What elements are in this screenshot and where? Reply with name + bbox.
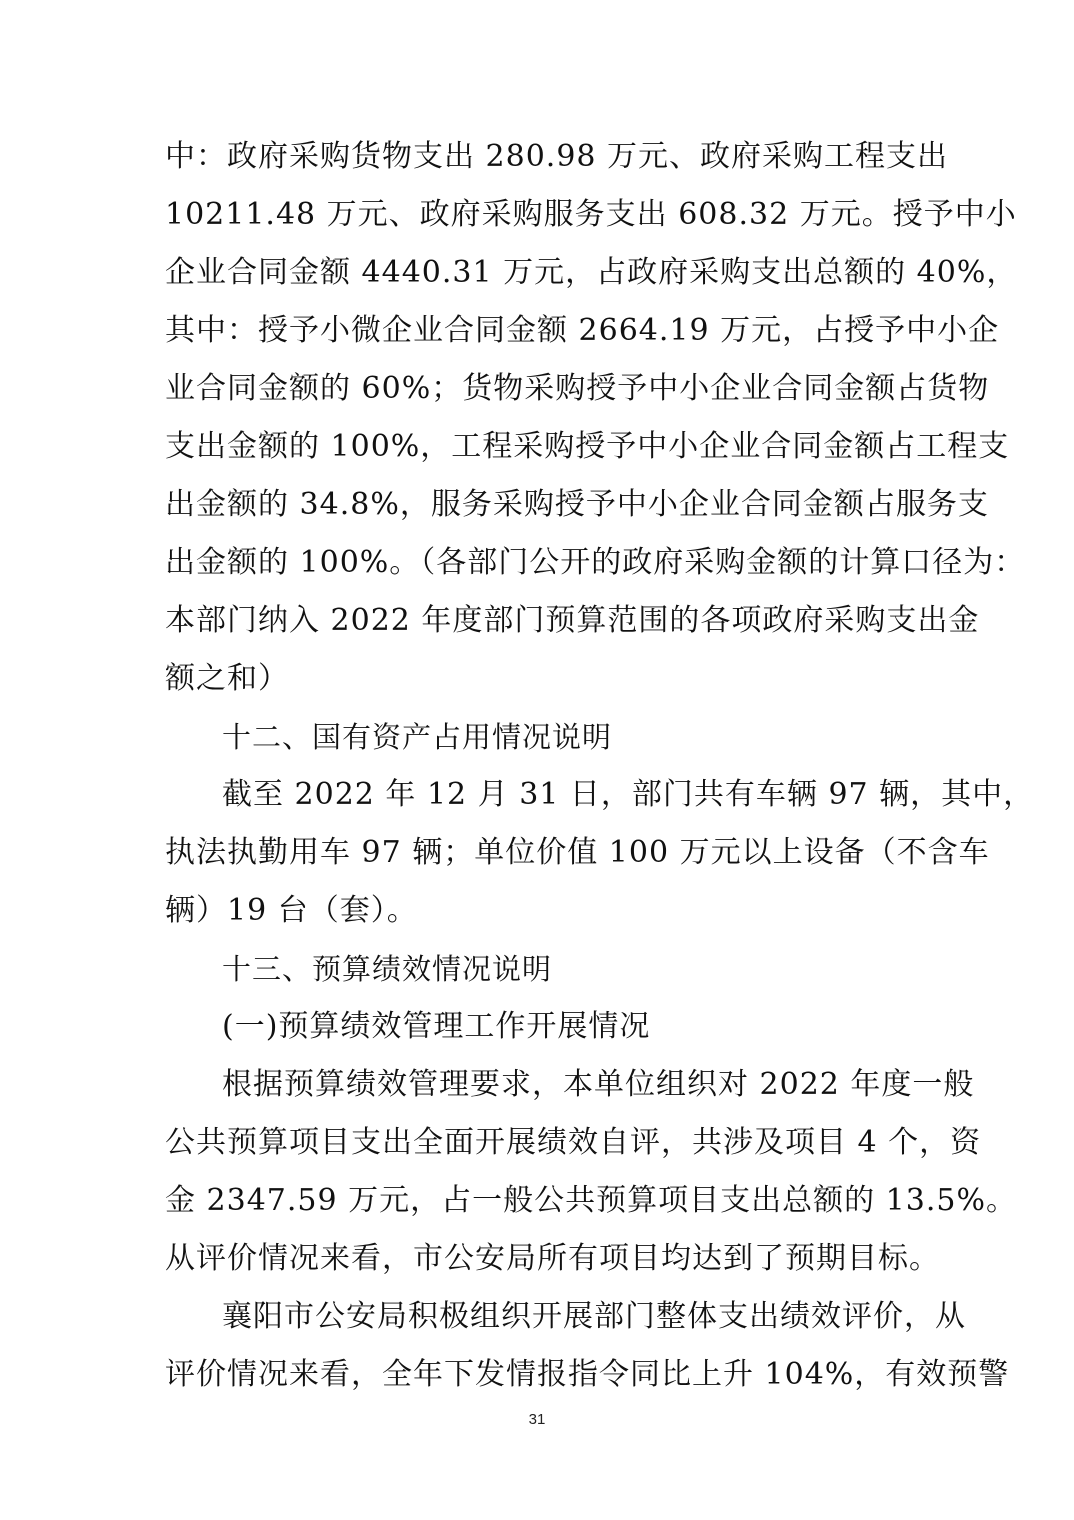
paragraph-line: 企业合同金额 4440.31 万元，占政府采购支出总额的 40%， bbox=[165, 255, 1018, 290]
paragraph-line: 根据预算绩效管理要求，本单位组织对 2022 年度一般 bbox=[222, 1067, 975, 1102]
paragraph-line: 中：政府采购货物支出 280.98 万元、政府采购工程支出 bbox=[165, 139, 949, 174]
paragraph-line: 辆）19 台（套）。 bbox=[165, 893, 418, 928]
section-heading: 十二、国有资产占用情况说明 bbox=[222, 720, 613, 754]
paragraph-line: 执法执勤用车 97 辆；单位价值 100 万元以上设备（不含车 bbox=[165, 835, 990, 870]
paragraph-line: 本部门纳入 2022 年度部门预算范围的各项政府采购支出金 bbox=[165, 603, 980, 638]
paragraph-line: 10211.48 万元、政府采购服务支出 608.32 万元。授予中小 bbox=[165, 197, 1017, 232]
paragraph-line: 出金额的 34.8%，服务采购授予中小企业合同金额占服务支 bbox=[165, 487, 989, 522]
paragraph-line: 公共预算项目支出全面开展绩效自评，共涉及项目 4 个，资 bbox=[165, 1125, 982, 1160]
paragraph-line: 金 2347.59 万元，占一般公共预算项目支出总额的 13.5%。 bbox=[165, 1183, 1017, 1218]
section-heading: 十三、预算绩效情况说明 bbox=[222, 952, 553, 986]
paragraph-line: 襄阳市公安局积极组织开展部门整体支出绩效评价，从 bbox=[222, 1299, 966, 1334]
paragraph-line: 额之和） bbox=[165, 661, 289, 696]
paragraph-line: 支出金额的 100%，工程采购授予中小企业合同金额占工程支 bbox=[165, 429, 1010, 464]
paragraph-line: 其中：授予小微企业合同金额 2664.19 万元，占授予中小企 bbox=[165, 313, 1000, 348]
paragraph-line: 截至 2022 年 12 月 31 日，部门共有车辆 97 辆，其中， bbox=[222, 777, 1035, 812]
page-number: 31 bbox=[528, 1411, 546, 1428]
paragraph-line: 从评价情况来看，市公安局所有项目均达到了预期目标。 bbox=[165, 1241, 940, 1276]
paragraph-line: 业合同金额的 60%；货物采购授予中小企业合同金额占货物 bbox=[165, 371, 990, 406]
subsection-heading: (一)预算绩效管理工作开展情况 bbox=[222, 1009, 651, 1044]
paragraph-line: 评价情况来看，全年下发情报指令同比上升 104%，有效预警 bbox=[165, 1357, 1010, 1392]
paragraph-line: 出金额的 100%。（各部门公开的政府采购金额的计算口径为： bbox=[165, 545, 1026, 580]
